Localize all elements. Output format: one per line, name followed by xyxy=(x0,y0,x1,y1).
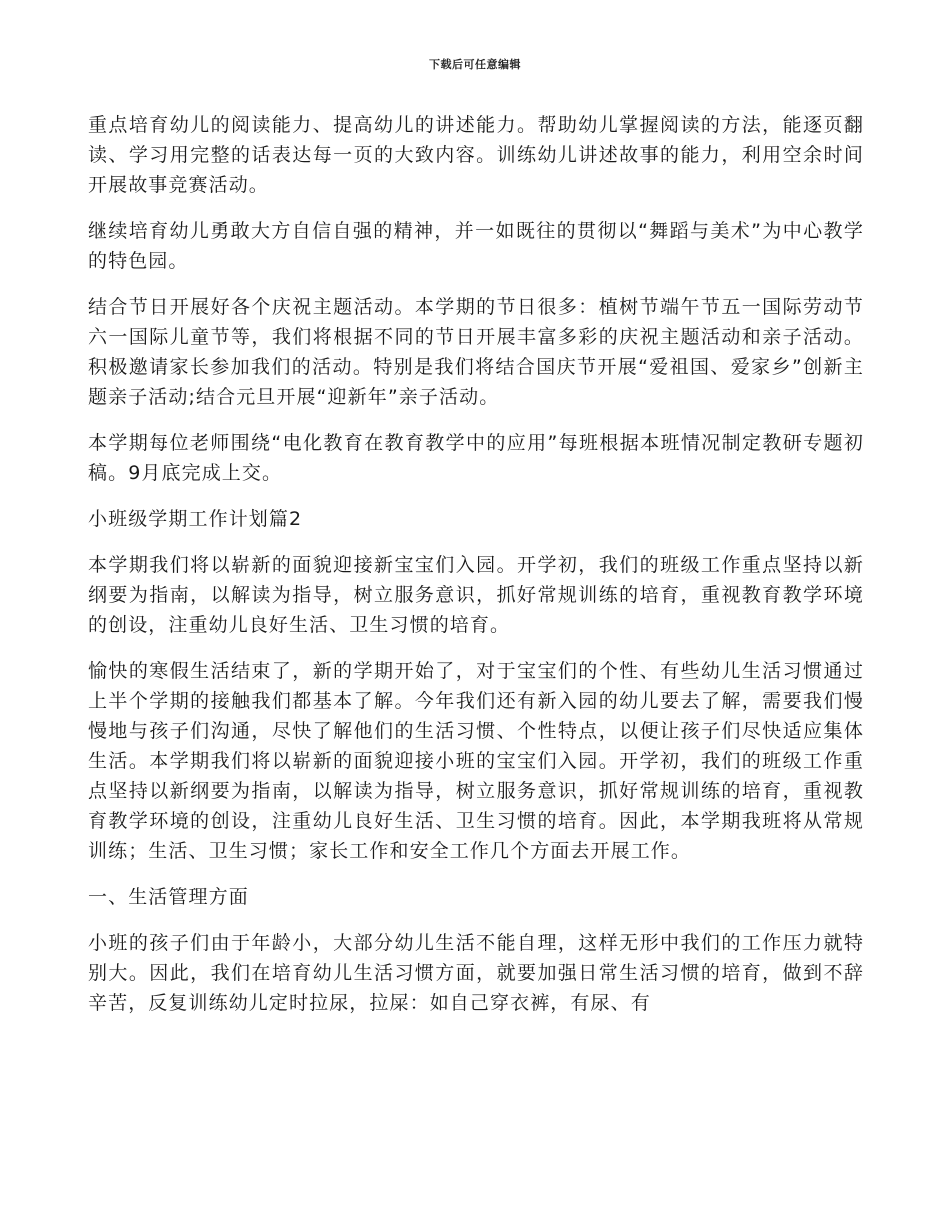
document-body xyxy=(88,110,864,1034)
paragraph-new-semester: 本学期我们将以崭新的面貌迎接新宝宝们入园。开学初，我们的班级工作重点坚持以新纲要为指南，以解读为指导，树立服务意识，抓好常规训练的培育，重视教育教学环境的创设，注重幼儿良好生活、卫生习惯的培育。 xyxy=(88,554,864,636)
paragraph-festival-activities: 结合节日开展好各个庆祝主题活动。本学期的节日很多：植树节端午节五一国际劳动节六一国际儿童节等，我们将根据不同的节日开展丰富多彩的庆祝主题活动和亲子活动。积极邀请家长参加我们的活动。特别是我们将结合国庆节开展“爱祖国、爱家乡”创新主题亲子活动;结合元旦开展“迎新年”亲子活动。 xyxy=(88,296,864,408)
paragraph-research-topic: 本学期每位老师围绕“电化教育在教育教学中的应用”每班根据本班情况制定教研专题初稿。9月底完成上交。 xyxy=(88,432,864,484)
page-header: 下载后可任意编辑 xyxy=(429,58,521,71)
paragraph-life-habits: 小班的孩子们由于年龄小，大部分幼儿生活不能自理，这样无形中我们的工作压力就特别大。因此，我们在培育幼儿生活习惯方面，就要加强日常生活习惯的培育，做到不辞辛苦，反复训练幼儿定时拉尿，拉屎：如自己穿衣裤，有尿、有 xyxy=(88,932,864,1014)
section-title-life-management: 一、生活管理方面 xyxy=(88,886,249,908)
paragraph-winter-break: 愉快的寒假生活结束了，新的学期开始了，对于宝宝们的个性、有些幼儿生活习惯通过上半个学期的接触我们都基本了解。今年我们还有新入园的幼儿要去了解，需要我们慢慢地与孩子们沟通，尽快了解他们的生活习惯、个性特点，以便让孩子们尽快适应集体生活。本学期我们将以崭新的面貌迎接小班的宝宝们入园。开学初，我们的班级工作重点坚持以新纲要为指南，以解读为指导，树立服务意识，抓好常规训练的培育，重视教育教学环境的创设，注重幼儿良好生活、卫生习惯的培育。因此，本学期我班将从常规训练；生活、卫生习惯；家长工作和安全工作几个方面去开展工作。 xyxy=(88,660,864,862)
paragraph-reading-ability: 重点培育幼儿的阅读能力、提高幼儿的讲述能力。帮助幼儿掌握阅读的方法，能逐页翻读、学习用完整的话表达每一页的大致内容。训练幼儿讲述故事的能力，利用空余时间开展故事竞赛活动。 xyxy=(88,114,864,196)
section-title-plan-2: 小班级学期工作计划篇2 xyxy=(88,508,303,530)
paragraph-confidence: 继续培育幼儿勇敢大方自信自强的精神，并一如既往的贯彻以“舞蹈与美术”为中心教学的特色园。 xyxy=(88,220,864,272)
